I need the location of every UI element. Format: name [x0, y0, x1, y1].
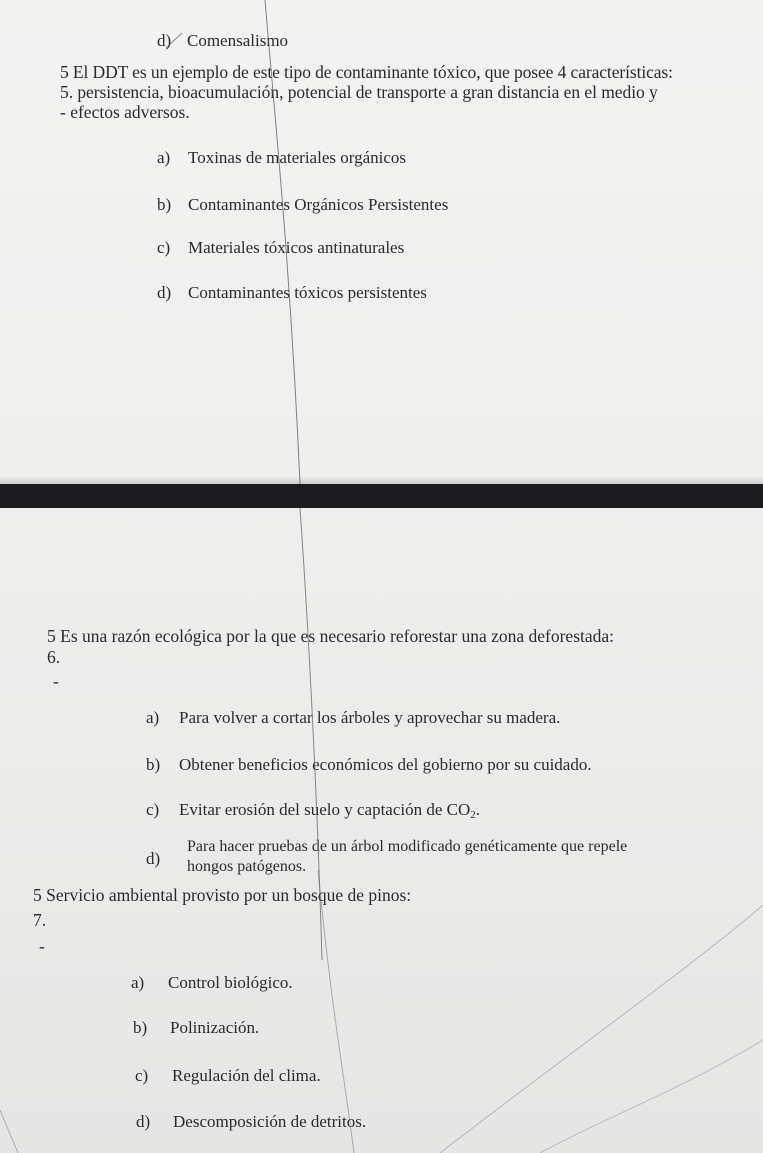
q7-option-a-text: Control biológico. [168, 973, 293, 992]
crease-line-diagonal-2 [540, 1040, 763, 1153]
q7-stem-line2: 7. [33, 910, 47, 930]
q5-option-a-text: Toxinas de materiales orgánicos [188, 148, 407, 167]
q6-option-a-letter: a) [146, 708, 160, 727]
q6-option-c-subscript: 2 [470, 809, 476, 821]
q6-option-d-text-line1: Para hacer pruebas de un árbol modificado genéticamente que repele [187, 838, 628, 855]
q5-option-a-letter: a) [157, 148, 171, 167]
crease-line-branch-a [318, 870, 354, 1153]
crease-line-diagonal-1 [440, 905, 763, 1153]
q6-option-c-tail: . [475, 800, 481, 819]
q6-option-b-text: Obtener beneficios económicos del gobierno por su cuidado. [179, 755, 592, 774]
crease-line-left-edge [0, 1110, 18, 1153]
q7-option-b-letter: b) [133, 1018, 148, 1037]
q6-stem-line2: 6. [47, 647, 61, 667]
q6-option-a-text: Para volver a cortar los árboles y aprovechar su madera. [179, 708, 561, 727]
q6-stem-line3: - [53, 671, 59, 691]
q6-option-b-letter: b) [146, 755, 161, 774]
q7-option-b-text: Polinización. [170, 1018, 260, 1037]
q6-option-c-letter: c) [146, 800, 160, 819]
q5-option-d-text: Contaminantes tóxicos persistentes [188, 283, 427, 302]
q7-option-c-text: Regulación del clima. [172, 1066, 321, 1085]
q5-option-b-text: Contaminantes Orgánicos Persistentes [188, 195, 449, 214]
q7-option-c-letter: c) [135, 1066, 149, 1085]
q6-option-c-text [179, 800, 480, 825]
q5-option-b-letter: b) [157, 195, 172, 214]
q5-stem-line1: 5 El DDT es un ejemplo de este tipo de contaminante tóxico, que posee 4 características: [60, 62, 673, 82]
q5-option-c-text: Materiales tóxicos antinaturales [188, 238, 405, 257]
q7-option-d-letter: d) [136, 1112, 151, 1131]
q5-option-d-letter: d) [157, 283, 172, 302]
prev-option-d-letter: d) [157, 31, 172, 50]
q5-stem-line2: 5. persistencia, bioacumulación, potencial de transporte a gran distancia en el medio y [60, 82, 658, 102]
q7-option-d-text: Descomposición de detritos. [173, 1112, 367, 1131]
q5-option-c-letter: c) [157, 238, 171, 257]
q5-stem-line3: - efectos adversos. [60, 102, 190, 122]
q6-option-d-letter: d) [146, 849, 161, 868]
q7-stem-line1: 5 Servicio ambiental provisto por un bosque de pinos: [33, 885, 412, 905]
q6-option-d-text-line2: hongos patógenos. [187, 858, 307, 875]
prev-option-d-text: Comensalismo [187, 31, 289, 50]
section-divider [0, 484, 763, 508]
q7-stem-line3: - [39, 936, 45, 956]
divider-shadow [0, 476, 763, 484]
q6-stem-line1: 5 Es una razón ecológica por la que es necesario reforestar una zona deforestada: [47, 626, 615, 646]
q6-option-c-main: Evitar erosión del suelo y captación de CO [179, 800, 471, 819]
q7-option-a-letter: a) [131, 973, 145, 992]
